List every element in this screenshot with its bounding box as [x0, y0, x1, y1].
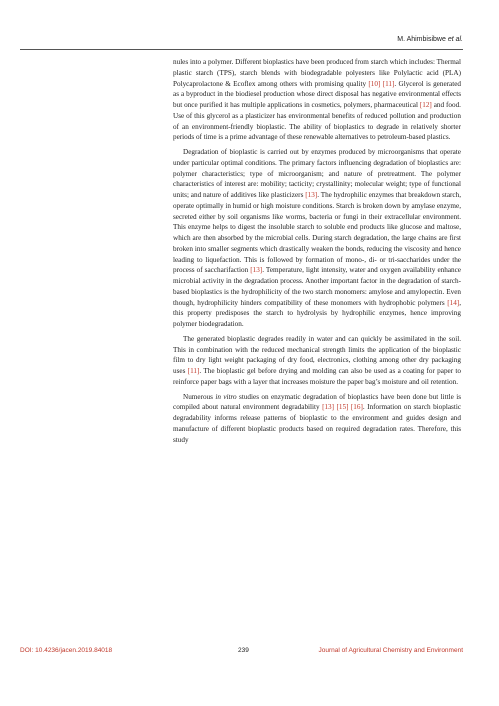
- italic-term: in vitro: [215, 392, 237, 401]
- page-number: 239: [238, 647, 249, 654]
- citation-link[interactable]: [13]: [305, 191, 318, 199]
- running-header: [20, 36, 463, 50]
- journal-name: Journal of Agricultural Chemistry and Environment: [318, 647, 463, 654]
- citation-link[interactable]: [12]: [419, 101, 432, 109]
- article-body: [173, 57, 461, 449]
- paragraph: The generated bioplastic degrades readily in water and can quickly be assimilated in the soil. This in combination with the reduced mechanical strength limits the application of the bioplastic film to dry light weight packaging of dry food, electronics, clothing among other dry packaging uses [11]. The bioplastic gel before drying and molding can also be used as a coating for paper to reinforce paper bags with a layer that increases moisture the paper bag’s moisture and oil retention.: [173, 334, 461, 386]
- paragraph: Degradation of bioplastic is carried out by enzymes produced by microorganisms that operate under particular optimal conditions. The primary factors influencing degradation of bioplastics are: polymer characteristics; type of microorganism; and nature of pretreatment. The polymer characteristics of interest are: mobility; tacticity; crystallinity; molecular weight; type of functional units; and nature of additives like plasticizers [13]. The hydrophilic enzymes that breakdown starch, operate optimally in humid or high moisture conditions. Starch is broken down by amylase enzyme, secreted either by soil organisms like worms, bacteria or fungi in their extracellular environment. This enzyme helps to digest the insoluble starch to soluble end products like glucose and maltose, which are then absorbed by the microbial cells. During starch degradation, the large chains are first broken into smaller segments which drastically weaken the bonds, reducing the viscosity and hence leading to liquefaction. This is followed by formation of mono-, di- or tri-saccharides under the process of saccharifaction [13]. Temperature, light intensity, water and oxygen availability enhance microbial activity in the degradation process. Another important factor in the degradation of starch-based bioplastics is the hydrophilicity of the two starch monomers: amylose and amylopectin. Even though, hydrophilicity hinders compatibility of these monomers with hydrophobic polymers [14], this property predisposes the starch to hydrolysis by hydrophilic enzymes, hence improving polymer biodegradation.: [173, 148, 461, 328]
- citation-link[interactable]: [11]: [187, 367, 200, 375]
- citation-link[interactable]: [10]: [368, 79, 381, 88]
- paragraph: nules into a polymer. Different bioplastics have been produced from starch which includes: Thermal plastic starch (TPS), starch blends with biodegradable polyesters like Polylactic acid (PLA) Polycaprolactone & Ecoflex among others with promising quality [10] [11]. Glycerol is generated as a byproduct in the biodiesel production whose direct disposal has negative environmental effects but once purified it has multiple applications in cosmetics, polymers, pharmaceutical [12] and food. Use of this glycerol as a plasticizer has environmental benefits of reduced pollution and production of an environment-friendly bioplastic. The ability of bioplastics to degrade in relatively shorter periods of time is a prime advantage of these renewable alternatives to petroleum-based plastics.: [173, 58, 462, 142]
- author-name: M. Ahimbisibwe: [397, 36, 448, 43]
- paragraph: Numerous in vitro studies on enzymatic degradation of bioplastics have been done but little is compiled about natural environment degradability [13] [15] [16]. Information on starch bioplastic degradability informs release patterns of bioplastic to the environment and guides design and manufacture of different bioplastic products based on required degradation rates. Therefore, this study: [173, 392, 462, 444]
- citation-link[interactable]: [13]: [250, 266, 263, 275]
- header-author: [397, 36, 463, 43]
- author-suffix: et al.: [447, 36, 463, 43]
- citation-link[interactable]: [15]: [336, 403, 349, 412]
- citation-link[interactable]: [13]: [322, 403, 335, 412]
- citation-link[interactable]: [16]: [350, 403, 363, 412]
- citation-link[interactable]: [11]: [382, 79, 395, 88]
- doi-link[interactable]: DOI: 10.4236/jacen.2019.84018: [20, 647, 113, 654]
- citation-link[interactable]: [14]: [447, 298, 460, 307]
